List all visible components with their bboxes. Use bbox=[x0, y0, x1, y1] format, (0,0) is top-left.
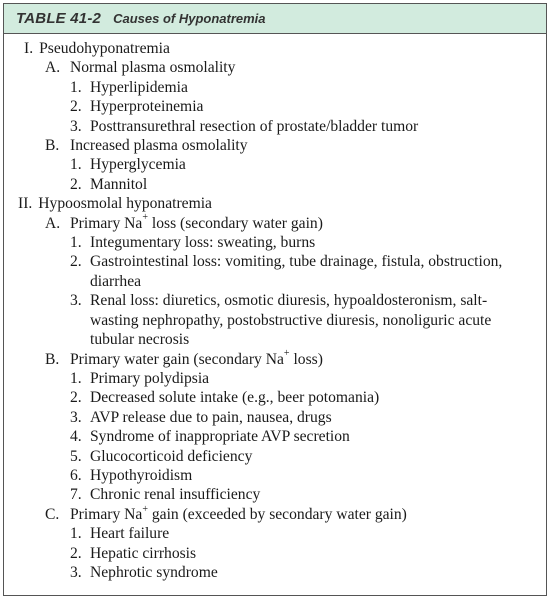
section-1b-number: B. bbox=[45, 137, 60, 155]
list-item bbox=[4, 524, 530, 543]
item-text: Mannitol bbox=[90, 175, 148, 193]
item-number: 1. bbox=[70, 369, 82, 387]
list-item bbox=[4, 466, 530, 485]
section-1a bbox=[4, 58, 530, 77]
label-part: loss) bbox=[289, 350, 323, 368]
item-number: 1. bbox=[70, 156, 82, 174]
list-item bbox=[4, 544, 530, 563]
item-text: Heart failure bbox=[90, 525, 170, 543]
item-number: 1. bbox=[70, 234, 82, 252]
item-text: Glucocorticoid deficiency bbox=[90, 447, 253, 465]
item-number: 1. bbox=[70, 525, 82, 543]
item-text: Hepatic cirrhosis bbox=[90, 544, 197, 562]
item-number: 5. bbox=[70, 447, 82, 465]
superscript-plus: + bbox=[283, 348, 290, 360]
section-1b-label: Increased plasma osmolality bbox=[70, 137, 248, 155]
item-number: 2. bbox=[70, 544, 82, 562]
item-text: Hypothyroidism bbox=[90, 466, 193, 484]
item-text: Hyperproteinemia bbox=[90, 98, 204, 116]
item-text: Chronic renal insufficiency bbox=[90, 486, 261, 504]
item-text: Decreased solute intake (e.g., beer potomania) bbox=[90, 389, 380, 407]
item-text: Primary polydipsia bbox=[90, 369, 210, 387]
section-2-number: II. bbox=[18, 195, 33, 213]
section-1a-label: Normal plasma osmolality bbox=[70, 59, 236, 77]
item-number: 2. bbox=[70, 253, 82, 271]
section-2-label: Hypoosmolal hyponatremia bbox=[38, 195, 212, 213]
list-item bbox=[4, 485, 530, 504]
table-body bbox=[4, 34, 546, 582]
section-1a-number: A. bbox=[45, 59, 61, 77]
item-number: 2. bbox=[70, 389, 82, 407]
label-part: gain (exceeded by secondary water gain) bbox=[147, 505, 407, 523]
item-number: 2. bbox=[70, 98, 82, 116]
list-item bbox=[4, 233, 530, 252]
item-number: 6. bbox=[70, 466, 82, 484]
table-number: TABLE 41-2 bbox=[16, 10, 102, 27]
section-2a bbox=[4, 214, 530, 233]
list-item bbox=[4, 408, 530, 427]
section-2 bbox=[4, 194, 530, 213]
section-2a-label bbox=[70, 214, 530, 233]
item-text: Syndrome of inappropriate AVP secretion bbox=[90, 428, 350, 446]
item-text: AVP release due to pain, nausea, drugs bbox=[90, 408, 332, 426]
list-item bbox=[4, 291, 530, 349]
section-2a-number: A. bbox=[45, 214, 61, 232]
item-text: Integumentary loss: sweating, burns bbox=[90, 234, 316, 252]
item-number: 3. bbox=[70, 117, 82, 135]
item-number: 1. bbox=[70, 78, 82, 96]
list-item bbox=[4, 369, 530, 388]
item-number: 4. bbox=[70, 428, 82, 446]
item-number: 7. bbox=[70, 486, 82, 504]
list-item bbox=[4, 175, 530, 194]
item-number: 2. bbox=[70, 175, 82, 193]
list-item bbox=[4, 117, 530, 136]
item-number: 3. bbox=[70, 563, 82, 581]
list-item bbox=[4, 97, 530, 116]
superscript-plus: + bbox=[142, 212, 148, 224]
section-2c bbox=[4, 505, 530, 524]
list-item bbox=[4, 427, 530, 446]
item-text: Hyperlipidemia bbox=[90, 78, 188, 96]
item-text: Renal loss: diuretics, osmotic diuresis, hypoaldosteronism, salt-wasting nephropathy, postobstructive diuresis, nonoliguric acute tubular necrosis bbox=[90, 292, 492, 349]
section-1-label: Pseudohyponatremia bbox=[39, 40, 170, 57]
list-item bbox=[4, 155, 530, 174]
table-title-bar bbox=[4, 4, 546, 34]
section-2c-label bbox=[70, 505, 530, 524]
list-item bbox=[4, 78, 530, 97]
item-text: Gastrointestinal loss: vomiting, tube drainage, fistula, obstruction, diarrhea bbox=[90, 253, 503, 290]
item-text: Nephrotic syndrome bbox=[90, 563, 218, 581]
section-1 bbox=[4, 39, 530, 58]
item-number: 3. bbox=[70, 292, 82, 310]
section-2b bbox=[4, 350, 530, 369]
label-part: Primary Na bbox=[70, 505, 143, 523]
section-2b-number: B. bbox=[45, 350, 60, 368]
section-1b bbox=[4, 136, 530, 155]
item-text: Posttransurethral resection of prostate/bladder tumor bbox=[90, 117, 419, 135]
list-item bbox=[4, 447, 530, 466]
label-part: Primary water gain (secondary Na bbox=[70, 350, 284, 368]
section-1-number: I. bbox=[24, 40, 34, 57]
list-item bbox=[4, 563, 530, 582]
item-text: Hyperglycemia bbox=[90, 156, 186, 174]
table-title: Causes of Hyponatremia bbox=[113, 11, 266, 26]
section-2c-number: C. bbox=[45, 505, 60, 523]
label-part: Primary Na bbox=[70, 214, 143, 232]
superscript-plus: + bbox=[142, 503, 148, 515]
list-item bbox=[4, 388, 530, 407]
section-2b-label bbox=[70, 350, 530, 369]
list-item bbox=[4, 252, 530, 291]
label-part: loss (secondary water gain) bbox=[147, 214, 323, 232]
table-frame bbox=[3, 3, 547, 596]
item-number: 3. bbox=[70, 408, 82, 426]
